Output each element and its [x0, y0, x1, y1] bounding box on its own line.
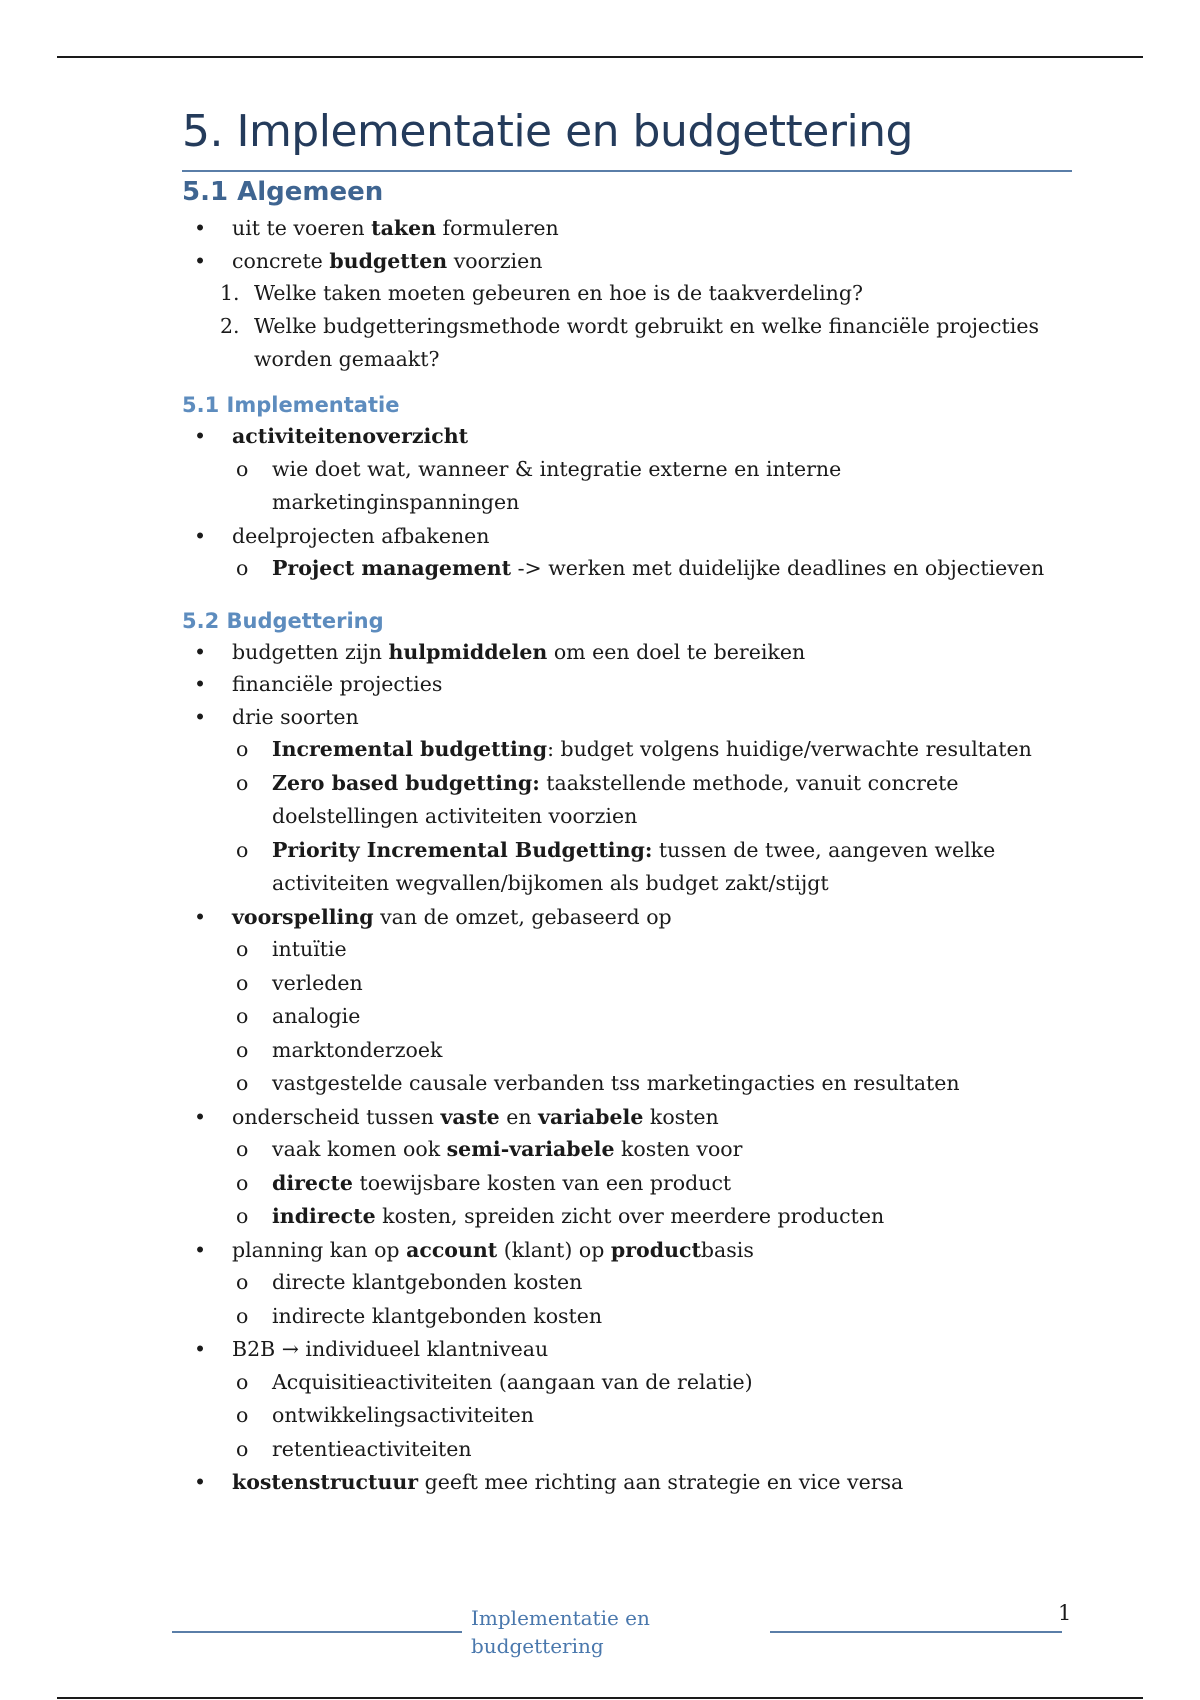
sub-bullet-icon: o	[236, 1369, 249, 1394]
sub-list-item: o intuïtie	[232, 933, 1072, 967]
footer-right-rule	[770, 1631, 1062, 1633]
sub-list-item: o retentieactiviteiten	[232, 1433, 1072, 1467]
bullet-icon: •	[194, 1337, 207, 1361]
sub-bullet-icon: o	[236, 1204, 249, 1228]
bullet-icon: •	[194, 216, 207, 240]
sub-list	[232, 1266, 1072, 1333]
sub-bullet-icon: o	[236, 937, 249, 961]
question-list	[182, 277, 1072, 376]
sub-bullet-icon: o	[236, 556, 249, 580]
sub-list-item: o marktonderzoek	[232, 1034, 1072, 1068]
number-marker: 2.	[220, 314, 240, 338]
sub-bullet-icon: o	[236, 1071, 249, 1095]
list-item: • uit te voeren taken formuleren	[182, 212, 1072, 245]
list-item: • budgetten zijn hulpmiddelen om een doel te bereiken	[182, 636, 1072, 669]
section-heading-algemeen: 5.1 Algemeen	[182, 177, 384, 207]
page-number: 1	[1058, 1601, 1072, 1625]
sub-list	[232, 552, 1072, 586]
bullet-icon: •	[194, 672, 207, 696]
sub-bullet-icon: o	[236, 1037, 249, 1062]
implementatie-list	[182, 420, 1072, 586]
sub-list-item: o vaak komen ook semi-variabele kosten voor	[232, 1133, 1072, 1167]
sub-bullet-icon: o	[236, 1004, 249, 1028]
bullet-icon: •	[194, 904, 207, 929]
list-item: • planning kan op account (klant) op productbasis o directe klantgebonden kosten o indirecte klantgebonden kosten	[182, 1234, 1072, 1334]
bullet-icon: •	[194, 1104, 207, 1129]
sub-bullet-icon: o	[236, 456, 249, 481]
sub-list-item: o wie doet wat, wanneer & integratie externe en interne marketinginspanningen	[232, 453, 1072, 520]
list-item: • financiële projecties	[182, 668, 1072, 701]
list-item: • activiteitenoverzicht o wie doet wat, wanneer & integratie externe en interne marketinginspanningen	[182, 420, 1072, 520]
sub-bullet-icon: o	[236, 770, 249, 795]
list-item: • voorspelling van de omzet, gebaseerd op o intuïtie o verleden o analogie o marktonderzoek o vastgestelde causale verbanden tss marketingacties en resultaten	[182, 901, 1072, 1101]
list-item: • onderscheid tussen vaste en variabele kosten o vaak komen ook semi-variabele kosten voor o directe toewijsbare kosten van een product o indirecte kosten, spreiden zicht over meerdere producten	[182, 1101, 1072, 1234]
sub-list-item: o indirecte klantgebonden kosten	[232, 1300, 1072, 1334]
sub-list-item: o verleden	[232, 967, 1072, 1001]
sub-bullet-icon: o	[236, 1436, 249, 1461]
bullet-icon: •	[194, 639, 207, 664]
sub-bullet-icon: o	[236, 1303, 249, 1328]
number-marker: 1.	[220, 281, 240, 305]
bullet-icon: •	[194, 248, 207, 273]
numbered-item: 2. Welke budgetteringsmethode wordt gebruikt en welke financiële projecties worden gemaakt?	[220, 310, 1072, 376]
sub-list	[232, 1133, 1072, 1234]
sub-list	[232, 1366, 1072, 1467]
footer-title: Implementatie en budgettering	[471, 1606, 650, 1658]
sub-list	[232, 933, 1072, 1101]
sub-bullet-icon: o	[236, 737, 249, 761]
sub-list-item: o indirecte kosten, spreiden zicht over meerdere producten	[232, 1200, 1072, 1234]
list-item: • B2B → individueel klantniveau o Acquisitieactiviteiten (aangaan van de relatie) o ontwikkelingsactiviteiten o retentieactiviteiten	[182, 1333, 1072, 1466]
section-heading-implementatie: 5.1 Implementatie	[182, 393, 400, 417]
sub-list	[232, 733, 1072, 901]
bullet-icon: •	[194, 1237, 207, 1262]
sub-list-item: o ontwikkelingsactiviteiten	[232, 1399, 1072, 1433]
sub-list-item: o directe klantgebonden kosten	[232, 1266, 1072, 1300]
header-rule	[57, 56, 1143, 58]
sub-bullet-icon: o	[236, 837, 249, 862]
list-item: • kostenstructuur geeft mee richting aan strategie en vice versa	[182, 1466, 1072, 1499]
sub-bullet-icon: o	[236, 1270, 249, 1294]
bullet-icon: •	[194, 424, 207, 448]
section-heading-budgettering: 5.2 Budgettering	[182, 608, 384, 633]
list-item: • deelprojecten afbakenen o Project management -> werken met duidelijke deadlines en objectieven	[182, 520, 1072, 586]
sub-list-item: o directe toewijsbare kosten van een product	[232, 1167, 1072, 1201]
sub-list-item: o analogie	[232, 1000, 1072, 1034]
sub-list-item: o Zero based budgetting: taakstellende methode, vanuit concrete doelstellingen activiteiten voorzien	[232, 767, 1072, 834]
sub-list-item: o vastgestelde causale verbanden tss marketingacties en resultaten	[232, 1067, 1072, 1101]
numbered-item: 1. Welke taken moeten gebeuren en hoe is de taakverdeling?	[220, 277, 1072, 310]
sub-bullet-icon: o	[236, 1137, 249, 1161]
algemeen-list	[182, 212, 1072, 277]
footer-rule	[57, 1697, 1143, 1699]
sub-list-item: o Project management -> werken met duidelijke deadlines en objectieven	[232, 552, 1072, 586]
page-content	[182, 100, 1072, 1499]
sub-bullet-icon: o	[236, 1170, 249, 1195]
list-item: • drie soorten o Incremental budgetting: budget volgens huidige/verwachte resultaten o Zero based budgetting: taakstellende methode, vanuit concrete doelstellingen activiteiten voorzien o Priority Incremental Budgetting: tussen de twee, aangeven welke activiteiten wegvallen/bijkomen als budget zakt/stijgt	[182, 701, 1072, 901]
sub-list-item: o Acquisitieactiviteiten (aangaan van de relatie)	[232, 1366, 1072, 1400]
sub-bullet-icon: o	[236, 1403, 249, 1427]
chapter-title: 5. Implementatie en budgettering	[182, 106, 913, 157]
bullet-icon: •	[194, 523, 207, 548]
bullet-icon: •	[194, 1470, 207, 1494]
list-item: • concrete budgetten voorzien	[182, 245, 1072, 278]
sub-list	[232, 453, 1072, 520]
footer-left-rule	[172, 1631, 462, 1633]
budgettering-list	[182, 636, 1072, 1499]
sub-list-item: o Priority Incremental Budgetting: tussen de twee, aangeven welke activiteiten wegvallen/bijkomen als budget zakt/stijgt	[232, 834, 1072, 901]
sub-list-item: o Incremental budgetting: budget volgens huidige/verwachte resultaten	[232, 733, 1072, 767]
sub-bullet-icon: o	[236, 970, 249, 995]
bullet-icon: •	[194, 704, 207, 729]
